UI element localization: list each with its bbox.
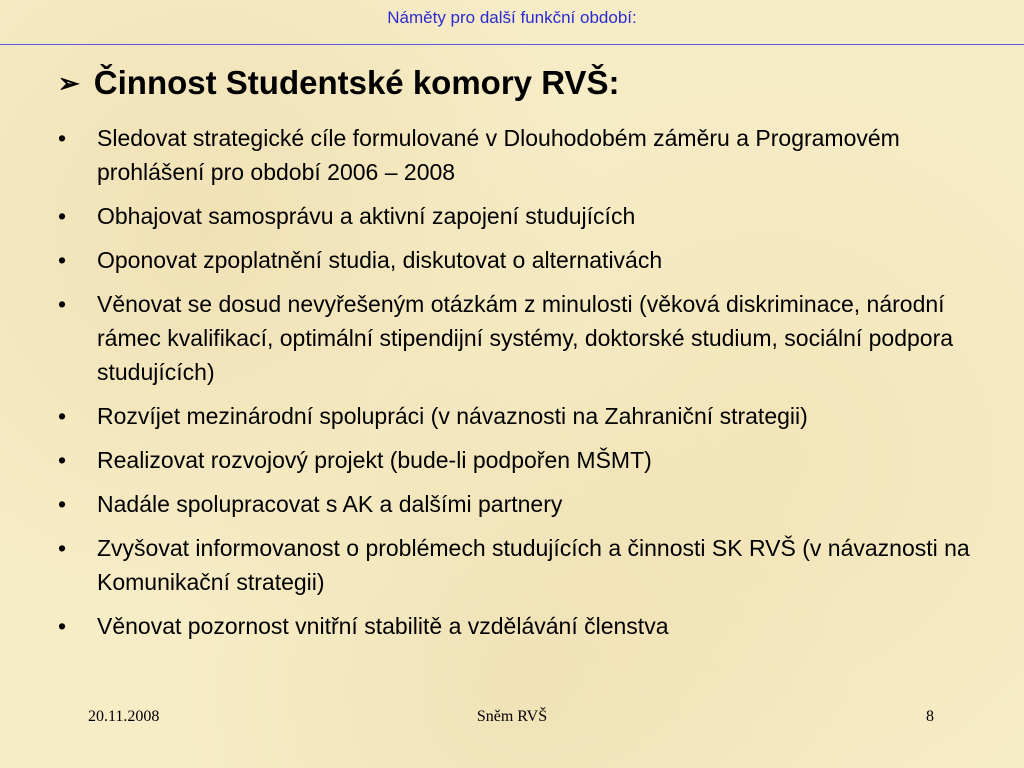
list-item [58, 531, 978, 599]
bullet-text: Nadále spolupracovat s AK a dalšími partnery [97, 491, 563, 517]
bullet-icon: • [58, 447, 67, 473]
heading-text: Činnost Studentské komory RVŠ: [93, 64, 620, 101]
bullet-list [58, 121, 978, 653]
bullet-icon: • [58, 403, 67, 429]
bullet-icon: • [58, 203, 67, 229]
header-divider [0, 44, 1024, 45]
list-item [58, 487, 978, 521]
footer-date: 20.11.2008 [88, 708, 160, 725]
list-item [58, 399, 978, 433]
bullet-icon: • [58, 125, 67, 151]
list-item [58, 287, 978, 389]
slide-header-title: Náměty pro další funkční období: [387, 8, 637, 27]
bullet-icon: • [58, 491, 67, 517]
bullet-text: Sledovat strategické cíle formulované v Dlouhodobém záměru a Programovém prohlášení pro období 2006 – 2008 [97, 125, 900, 185]
bullet-text: Realizovat rozvojový projekt (bude-li podpořen MŠMT) [97, 447, 652, 473]
bullet-text: Zvyšovat informovanost o problémech studujících a činnosti SK RVŠ (v návaznosti na Komunikační strategii) [97, 535, 970, 595]
bullet-icon: • [58, 535, 67, 561]
bullet-icon: • [58, 247, 67, 273]
list-item [58, 609, 978, 643]
bullet-text: Rozvíjet mezinárodní spolupráci (v návaznosti na Zahraniční strategii) [97, 403, 808, 429]
slide-heading [58, 64, 619, 102]
footer-event-name: Sněm RVŠ [476, 708, 548, 725]
arrow-bullet-icon: ➢ [58, 68, 80, 98]
list-item [58, 121, 978, 189]
bullet-icon: • [58, 613, 67, 639]
bullet-text: Věnovat se dosud nevyřešeným otázkám z minulosti (věková diskriminace, národní rámec kvalifikací, optimální stipendijní systémy, doktorské studium, sociální podpora studujících) [97, 291, 954, 385]
bullet-text: Věnovat pozornost vnitřní stabilitě a vzdělávání členstva [97, 613, 669, 639]
bullet-text: Oponovat zpoplatnění studia, diskutovat o alternativách [97, 247, 663, 273]
page-number: 8 [926, 708, 934, 725]
list-item [58, 443, 978, 477]
list-item [58, 243, 978, 277]
bullet-text: Obhajovat samosprávu a aktivní zapojení studujících [97, 203, 636, 229]
list-item [58, 199, 978, 233]
bullet-icon: • [58, 291, 67, 317]
